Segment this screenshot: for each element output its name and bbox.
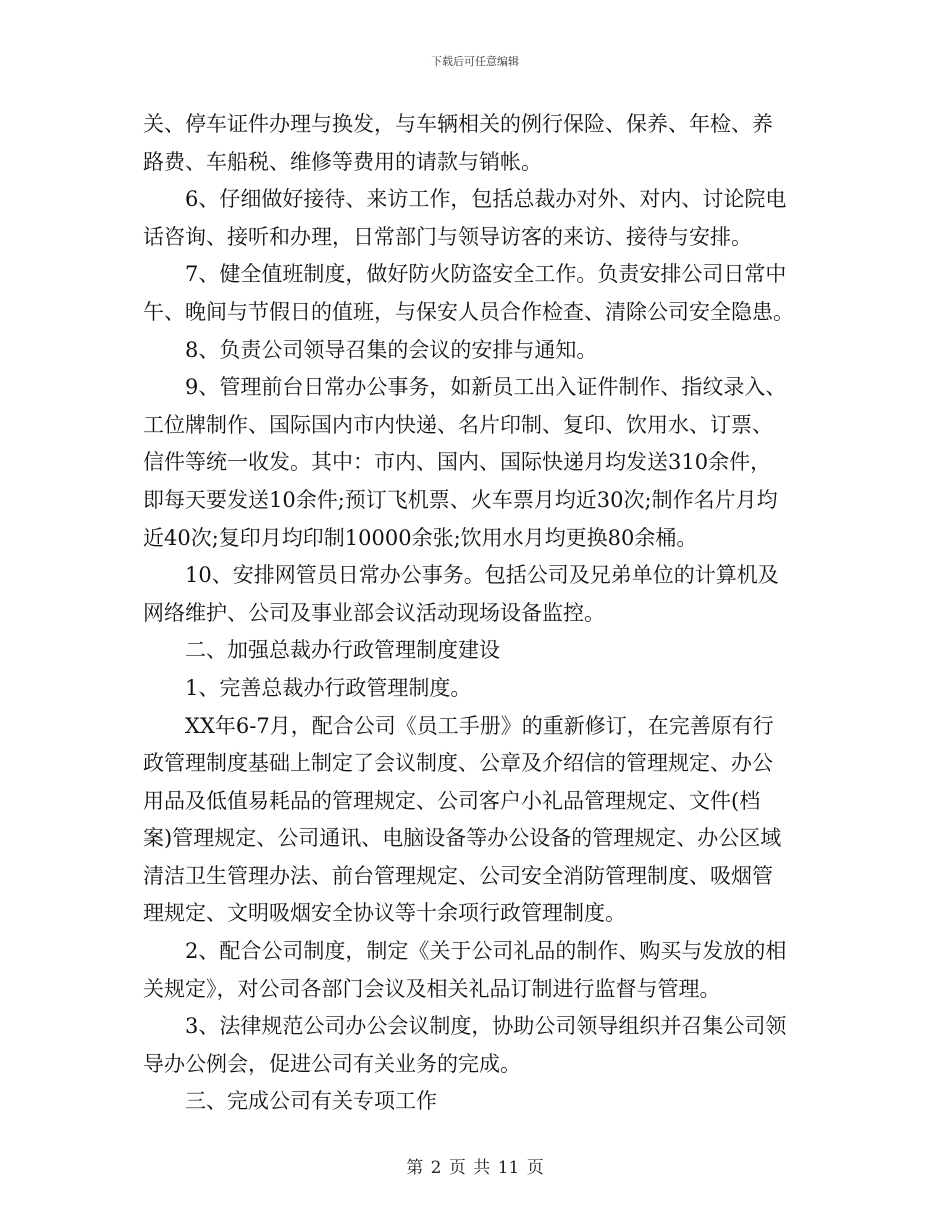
text-line: 话咨询、接听和办理，日常部门与领导访客的来访、接待与安排。 [143, 224, 752, 249]
text-line: XX年6-7月，配合公司《员工手册》的重新修订，在完善原有行 [185, 713, 774, 738]
text-line: 信件等统一收发。其中：市内、国内、国际快递月均发送310余件， [143, 450, 772, 475]
text-line: 网络维护、公司及事业部会议活动现场设备监控。 [143, 600, 605, 625]
page-header: 下载后可任意编辑 [431, 55, 519, 68]
text-line: 工位牌制作、国际国内市内快递、名片印制、复印、饮用水、订票、 [143, 412, 773, 437]
text-line: 用品及低值易耗品的管理规定、公司客户小礼品管理规定、文件(档 [143, 788, 761, 813]
text-line: 午、晚间与节假日的值班，与保安人员合作检查、清除公司安全隐患。 [143, 299, 794, 324]
text-line: 9、管理前台日常办公事务，如新员工出入证件制作、指纹录入、 [185, 375, 787, 400]
text-line: 即每天要发送10余件;预订飞机票、火车票月均近30次;制作名片月均 [143, 487, 778, 512]
text-line: 10、安排网管员日常办公事务。包括公司及兄弟单位的计算机及 [185, 563, 779, 588]
page-footer: 第 2 页 共 11 页 [406, 1158, 544, 1178]
text-line: 关、停车证件办理与换发，与车辆相关的例行保险、保养、年检、养 [143, 112, 773, 136]
text-line: 2、配合公司制度，制定《关于公司礼品的制作、购买与发放的相 [185, 939, 787, 964]
text-line: 二、加强总裁办行政管理制度建设 [185, 638, 500, 663]
text-line: 清洁卫生管理办法、前台管理规定、公司安全消防管理制度、吸烟管 [143, 863, 773, 888]
text-line: 三、完成公司有关专项工作 [185, 1089, 437, 1114]
text-line: 政管理制度基础上制定了会议制度、公章及介绍信的管理规定、办公 [143, 751, 773, 776]
text-line: 3、法律规范公司办公会议制度，协助公司领导组织并召集公司领 [185, 1014, 787, 1039]
text-line: 路费、车船税、维修等费用的请款与销帐。 [143, 149, 542, 174]
text-line: 7、健全值班制度，做好防火防盗安全工作。负责安排公司日常中 [185, 262, 787, 287]
document-body [143, 106, 808, 1121]
text-line: 导办公例会，促进公司有关业务的完成。 [143, 1051, 521, 1076]
text-line: 1、完善总裁办行政管理制度。 [185, 675, 472, 700]
text-line: 理规定、文明吸烟安全协议等十余项行政管理制度。 [143, 901, 626, 926]
text-line: 8、负责公司领导召集的会议的安排与通知。 [185, 337, 598, 362]
text-line: 关规定》，对公司各部门会议及相关礼品订制进行监督与管理。 [143, 976, 721, 1001]
text-line: 近40次;复印月均印制10000余张;饮用水月均更换80余桶。 [143, 525, 698, 550]
text-line: 6、仔细做好接待、来访工作，包括总裁办对外、对内、讨论院电 [185, 187, 787, 212]
text-line: 案)管理规定、公司通讯、电脑设备等办公设备的管理规定、办公区域 [143, 826, 782, 851]
